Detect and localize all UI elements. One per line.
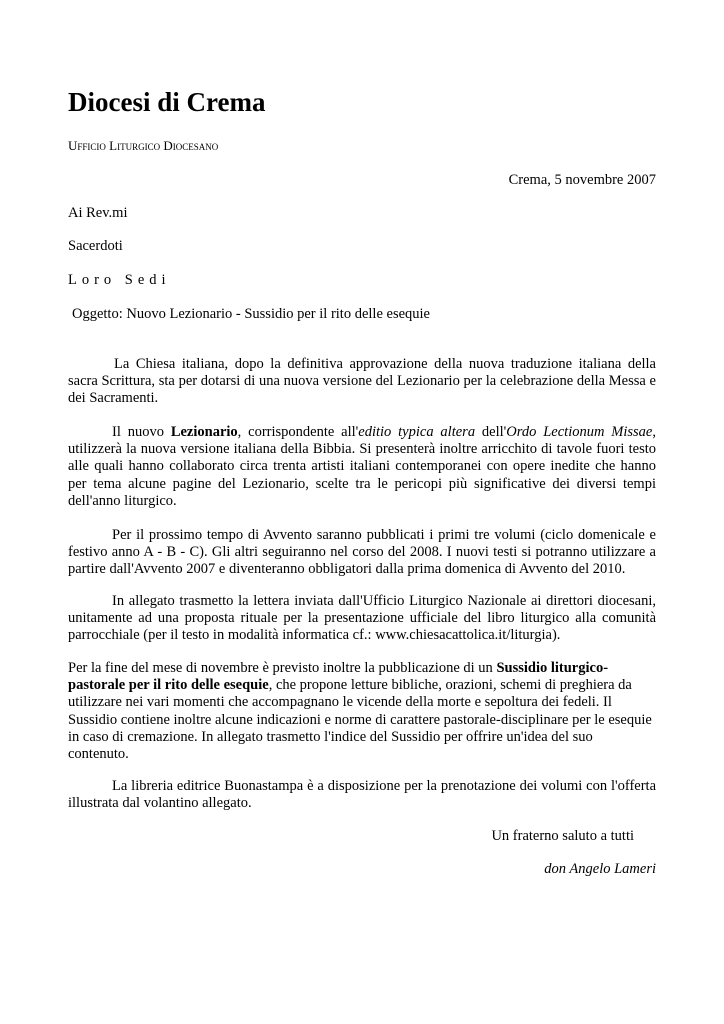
recipient-line-2: Sacerdoti	[68, 238, 123, 254]
recipient-line-3: Loro Sedi	[68, 272, 171, 288]
signature: don Angelo Lameri	[544, 861, 656, 877]
letter-date: Crema, 5 novembre 2007	[508, 172, 656, 188]
bold-term-lezionario: Lezionario	[170, 424, 238, 440]
letter-subject: Oggetto: Nuovo Lezionario - Sussidio per il rito delle esequie	[72, 306, 430, 322]
italic-ordo-lectionum: Ordo Lectionum Missae	[506, 424, 653, 440]
body-paragraph-6: La libreria editrice Buonastampa è a disposizione per la prenotazione dei volumi con l'offerta illustrata dal volantino allegato.	[68, 778, 656, 812]
letter-page	[68, 0, 656, 1024]
italic-editio-typica: editio typica altera	[358, 424, 476, 440]
body-paragraph-2: Il nuovo Lezionario, corrispondente all'editio typica altera dell'Ordo Lectionum Missae, utilizzerà la nuova versione italiana della Bibbia. Si presenterà inoltre arricchito di tavole fuori testo alle quali hanno collaborato circa trenta artisti italiani contemporanei con opere inedite che hanno per tema alcune pagine del Lezionario, scelte tra le pericopi più significative dei diversi tempi dell'anno liturgico.	[68, 424, 656, 509]
letterhead-title: Diocesi di Crema	[68, 87, 266, 117]
body-paragraph-3: Per il prossimo tempo di Avvento saranno pubblicati i primi tre volumi (ciclo domenicale e festivo anno A - B - C). Gli altri seguiranno nel corso del 2008. I nuovi testi si potranno utilizzare a partire dall'Avvento 2007 e diventeranno obbligatori dalla prima domenica di Avvento del 2010.	[68, 527, 656, 578]
body-paragraph-1: La Chiesa italiana, dopo la definitiva approvazione della nuova traduzione italiana della sacra Scrittura, sta per dotarsi di una nuova versione del Lezionario per la celebrazione della Messa e dei Sacramenti.	[68, 356, 656, 407]
office-name: Ufficio Liturgico Diocesano	[68, 138, 219, 153]
recipient-line-1: Ai Rev.mi	[68, 205, 128, 221]
closing-greeting: Un fraterno saluto a tutti	[491, 828, 634, 844]
body-paragraph-5: Per la fine del mese di novembre è previsto inoltre la pubblicazione di un Sussidio liturgico-pastorale per il rito delle esequie, che propone letture bibliche, orazioni, schemi di preghiera da utilizzare nei vari momenti che accompagnano le vicende della morte e sepoltura dei fedeli. Il Sussidio contiene inoltre alcune indicazioni e norme di carattere pastorale-disciplinare per le esequie in caso di cremazione. In allegato trasmetto l'indice del Sussidio per offrire un'idea del suo contenuto.	[68, 660, 652, 763]
bold-term-sussidio: Sussidio liturgico-pastorale per il rito delle esequie	[68, 660, 609, 694]
body-paragraph-4: In allegato trasmetto la lettera inviata dall'Ufficio Liturgico Nazionale ai direttori diocesani, unitamente ad una proposta rituale per la presentazione ufficiale del libro liturgico alla comunità parrocchiale (per il testo in modalità informatica cf.: www.chiesacattolica.it/liturgia).	[68, 593, 656, 644]
